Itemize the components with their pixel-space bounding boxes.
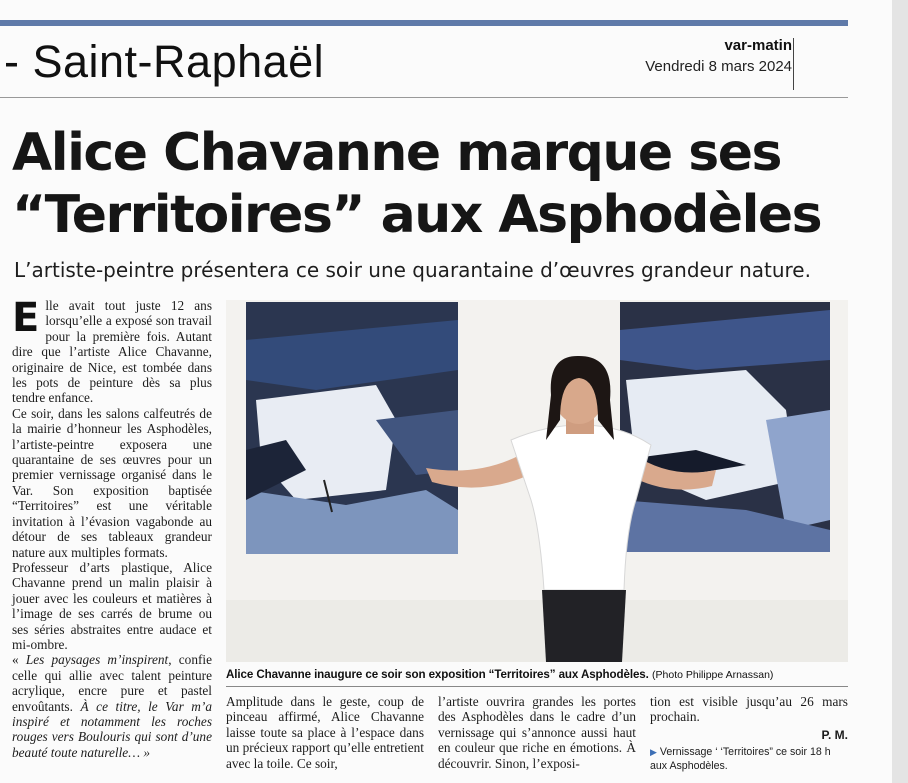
- quote-attribution: , confie celle qui allie avec talent peinture acrylique, encre pure et pastel envoûtants.: [12, 652, 213, 714]
- quote-part-1: Les paysages m’inspirent: [25, 652, 169, 668]
- quote-mark: «: [12, 652, 26, 668]
- column-4-text: tion est visible jusqu’au 26 mars prochain.: [650, 694, 848, 725]
- article-column-3: [438, 694, 636, 771]
- newspaper-name: var-matin: [724, 37, 792, 54]
- paragraph-1-text: lle avait tout juste 12 ans lorsqu’elle a exposé son travail pour la première fois. Autant dire que l’artiste Alice Chavanne, originaire de Nice, est tombée dans les pots de peinture dès sa plus tendre enfance.: [12, 298, 212, 406]
- headline-line-1: Alice Chavanne marque ses: [12, 123, 781, 183]
- painting-left: [246, 302, 458, 554]
- info-box: [650, 745, 848, 773]
- subheadline: L’artiste-peintre présentera ce soir une quarantaine d’œuvres grandeur nature.: [14, 258, 811, 282]
- masthead-divider: [793, 38, 794, 90]
- header-rule: [0, 97, 848, 98]
- drop-cap: E: [12, 295, 40, 341]
- triangle-marker-icon: ▶: [650, 747, 657, 758]
- quote-part-2: À ce titre, le Var m’a inspiré et notamment les roches rouges vers Boulouris qui sont d’une beauté toute naturelle… »: [12, 698, 212, 760]
- article-photo: [226, 300, 848, 662]
- paragraph-3: Professeur d’arts plastique, Alice Chavanne prend un malin plaisir à jouer avec les couleurs et matières à l’image de ses carrés de brume ou ses séries abstraites entre audace et mi-ombre.: [12, 559, 212, 652]
- page-edge: [892, 0, 908, 783]
- masthead: [645, 36, 792, 78]
- headline-line-2: “Territoires” aux Asphodèles: [12, 185, 822, 245]
- issue-date: Vendredi 8 mars 2024: [645, 58, 792, 75]
- painting-right: [620, 302, 830, 552]
- article-column-2: [226, 694, 424, 771]
- column-2-text: Amplitude dans le geste, coup de pinceau affirmé, Alice Chavanne laisse toute sa place à l’espace dans un précieux rapport qu’elle entretient avec la toile. Ce soir,: [226, 694, 424, 771]
- section-title: - Saint-Raphaël: [4, 36, 325, 87]
- paragraph-quote: [12, 652, 212, 760]
- article-column-4: [650, 694, 848, 773]
- column-3-text: l’artiste ouvrira grandes les portes des Asphodèles dans le cadre d’un vernissage qui s’annonce aussi haut en couleur que riche en émotions. À découvrir. Sinon, l’exposi-: [438, 694, 636, 771]
- author-signature: P. M.: [821, 727, 848, 742]
- photo-caption: [226, 667, 852, 683]
- photo-illustration: [226, 300, 848, 662]
- accent-bar: [0, 20, 848, 26]
- photo-credit: (Photo Philippe Arnassan): [652, 669, 774, 681]
- article-column-1: [12, 295, 213, 760]
- info-text: Vernissage ‘ ‘Territoires” ce soir 18 h aux Asphodèles.: [650, 746, 831, 773]
- paragraph-2: Ce soir, dans les salons calfeutrés de la mairie d’honneur les Asphodèles, l’artiste-peintre exposera une quarantaine de ses œuvres pour un premier vernissage organisé dans le Var. Son exposition baptisée “Territoires” est une véritable invitation à l’évasion vagabonde au détour de ses tableaux grandeur nature aux multiples formats.: [12, 405, 212, 560]
- headline: [12, 122, 852, 246]
- paragraph-1: [12, 295, 212, 406]
- caption-rule: [226, 686, 848, 687]
- caption-text: Alice Chavanne inaugure ce soir son exposition “Territoires” aux Asphodèles.: [226, 668, 649, 681]
